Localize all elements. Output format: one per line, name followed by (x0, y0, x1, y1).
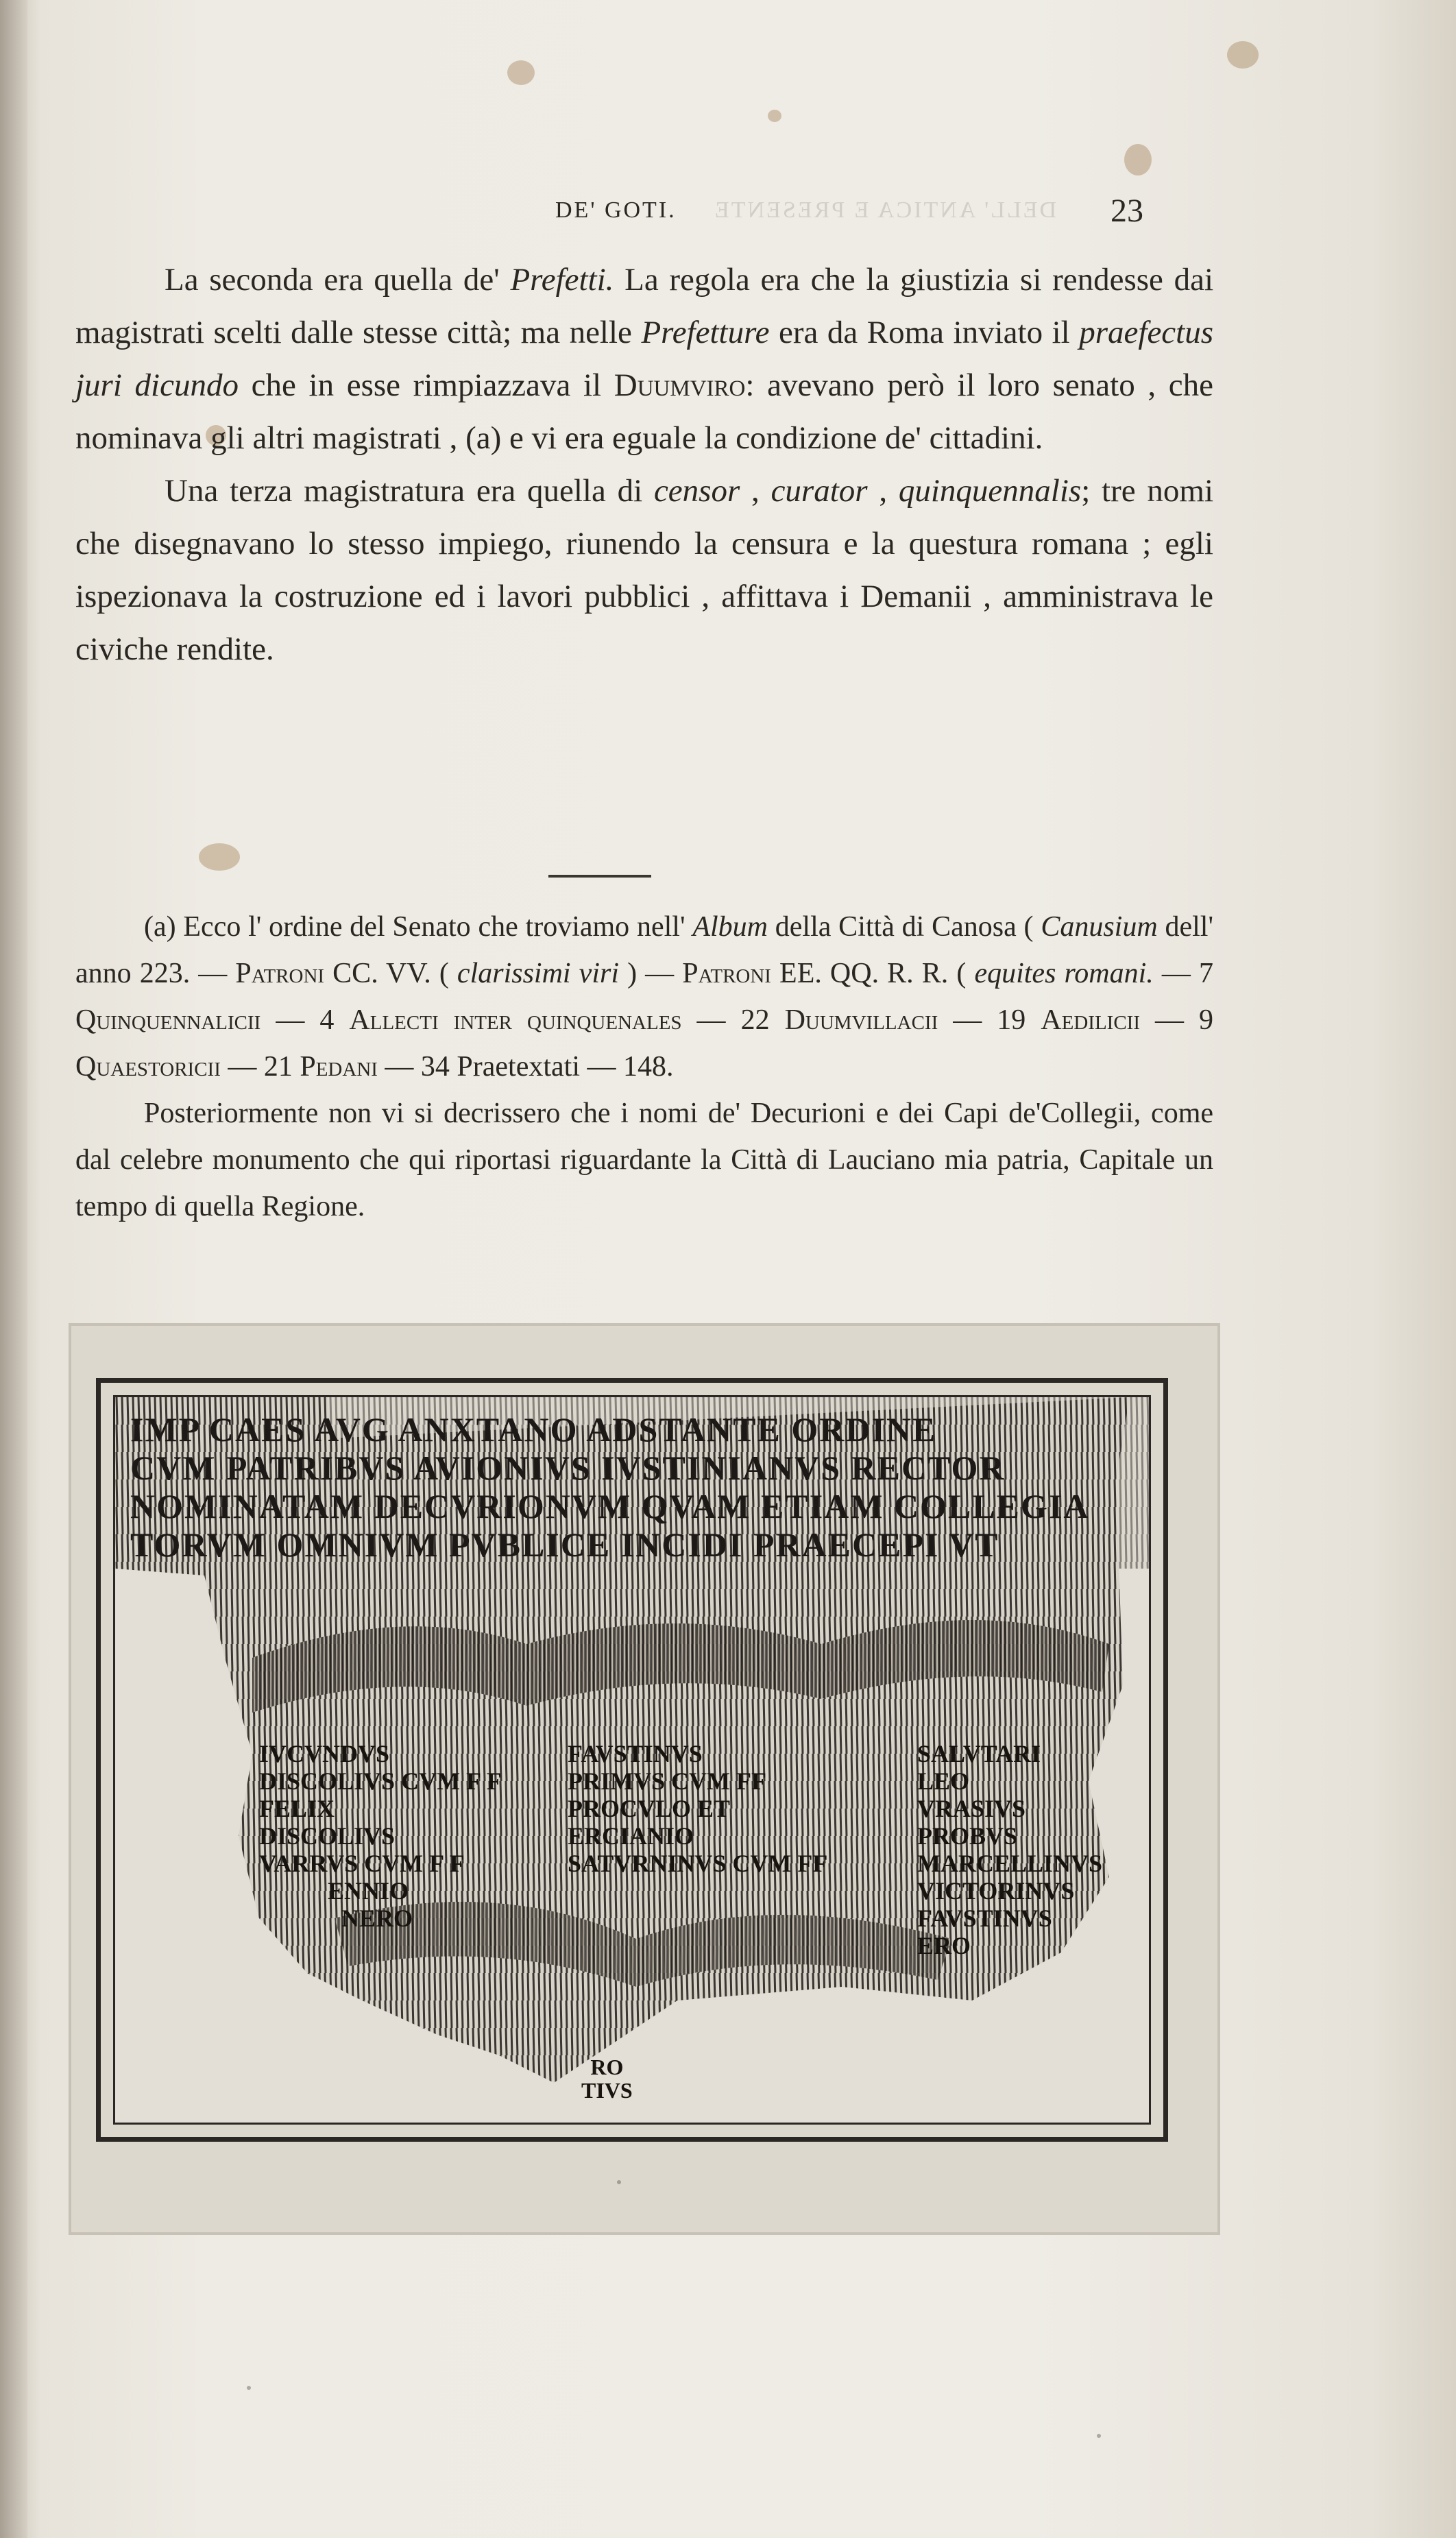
text-run: — 34 Praetextati — 148. (377, 1051, 674, 1083)
inscribed-name: NERO (341, 1905, 413, 1932)
page-number: 23 (1111, 193, 1143, 229)
text-run: , (740, 473, 771, 509)
inscribed-name: FAVSTINVS (568, 1740, 703, 1767)
italic-run: censor (653, 473, 740, 509)
text-run: La seconda era quella de' (165, 262, 511, 298)
text-run: ( (430, 958, 457, 989)
text-run: : avevano però il loro senato , che nominava gli altri magistrati , (a) e vi era eguale la condizione de' cittadini. (75, 367, 1213, 456)
small-caps-run: Duumvillacii (784, 1004, 938, 1036)
small-caps-run: Patroni CC. VV. (235, 958, 431, 989)
text-run: — 22 (681, 1004, 785, 1036)
inscribed-name: FELIX (259, 1795, 335, 1822)
small-caps-run: Pedani (300, 1051, 378, 1083)
paragraph (75, 465, 1213, 676)
inscribed-name: PROCVLO ET (568, 1795, 731, 1822)
inscribed-name: LEO (917, 1767, 970, 1795)
bleed-through-text: DELL' ANTICA E PRESENTE (713, 197, 1057, 223)
foxing-stain (199, 843, 240, 871)
foxing-stain (1227, 41, 1259, 69)
text-run: — 4 (260, 1004, 350, 1036)
text-run: La regola era che la giustizia si rendesse dai magistrati scelti dalle stesse città; ma nelle (75, 262, 1214, 350)
paper-fleck (247, 2386, 251, 2390)
names-left-column (259, 1740, 502, 1932)
small-caps-run: Patroni EE. QQ. R. R. (682, 958, 949, 989)
foxing-stain (768, 110, 781, 122)
italic-run: Prefetture (641, 315, 770, 350)
inscribed-name: PROBVS (917, 1822, 1018, 1850)
text-run: — 7 (1153, 958, 1213, 989)
inscribed-name: ERO (917, 1932, 971, 1959)
text-run: — 21 (220, 1051, 300, 1083)
inscription-line: IMP CAES AVG ANXTANO ADSTANTE ORDINE (130, 1410, 937, 1449)
paper-fleck (617, 2180, 621, 2184)
foxing-stain (1124, 144, 1152, 176)
names-right-column (917, 1740, 1102, 1959)
inscribed-name: SALVTARI (917, 1740, 1041, 1767)
text-run: ; tre nomi che disegnavano lo stesso impiego, riunendo la censura e la questura romana ; egli ispezionava la costruzione ed i lavori pubblici , affittava i Demanii , amministrava le civiche rendite. (75, 473, 1214, 667)
inscription-engraving (69, 1323, 1220, 2235)
small-caps-run: Quaestoricii (75, 1051, 221, 1083)
inscription-line: CVM PATRIBVS AVIONIVS IVSTINIANVS RECTOR (130, 1449, 1006, 1487)
main-text (75, 254, 1213, 676)
inscribed-name: MARCELLINVS (917, 1850, 1103, 1877)
small-caps-run: Aedilicii (1041, 1004, 1140, 1036)
italic-run: equites romani. (974, 958, 1154, 989)
inscription-bottom-fragment (581, 2055, 633, 2102)
footnote-paragraph (75, 904, 1213, 1090)
page-gutter-shadow (0, 0, 27, 2538)
small-caps-run: Duumviro (614, 367, 746, 403)
text-run: ( (948, 958, 975, 989)
italic-run: clarissimi viri (457, 958, 620, 989)
inscribed-name: TIVS (581, 2078, 633, 2103)
inscribed-name: RO (590, 2055, 624, 2079)
small-caps-run: Allecti inter quinquenales (349, 1004, 682, 1036)
text-run: — 19 (938, 1004, 1041, 1036)
italic-run: Album (692, 911, 768, 943)
footnote-separator (548, 875, 651, 878)
inscribed-name: PRIMVS CVM FF (568, 1767, 766, 1795)
names-middle-column (568, 1740, 827, 1877)
inscribed-name: DISCOLIVS (259, 1822, 396, 1850)
inscription-line: TORVM OMNIVM PVBLICE INCIDI PRAECEPI VT (130, 1525, 999, 1564)
text-run: che in esse rimpiazzava il (238, 367, 614, 403)
inscribed-name: ENNIO (328, 1877, 409, 1905)
running-head: DE' GOTI. (555, 197, 677, 223)
inscribed-name: VRASIVS (917, 1795, 1026, 1822)
foxing-stain (507, 60, 535, 85)
footnote-paragraph: Posteriormente non vi si decrissero che i nomi de' Decurioni e dei Capi de'Collegii, come dal celebre monumento che qui riportasi riguardante la Città di Lauciano mia patria, Capitale un tempo di quella Regione. (75, 1098, 1213, 1222)
text-run: , (867, 473, 899, 509)
engraving-plate (113, 1395, 1151, 2125)
text-run: — 9 (1139, 1004, 1214, 1036)
inscribed-name: FAVSTINVS (917, 1905, 1052, 1932)
italic-run: Prefetti. (510, 262, 614, 298)
text-run: ) — (619, 958, 683, 989)
page-header (0, 193, 1456, 239)
inscribed-name: VARRVS CVM F F (259, 1850, 465, 1877)
italic-run: praefectus juri dicundo (75, 315, 1214, 403)
inscribed-name: DISCOLIVS CVM F F (259, 1767, 502, 1795)
italic-run: quinquennalis (898, 473, 1082, 509)
inscription-line: NOMINATAM DECVRIONVM QVAM ETIAM COLLEGIA (130, 1487, 1090, 1525)
text-run: (a) Ecco l' ordine del Senato che troviamo nell' (144, 911, 693, 943)
italic-run: Canusium (1041, 911, 1158, 943)
text-run: Una terza magistratura era quella di (165, 473, 654, 509)
engraving-frame (96, 1378, 1168, 2142)
italic-run: curator (771, 473, 868, 509)
inscribed-name: SATVRNINVS CVM FF (568, 1850, 828, 1877)
inscribed-name: IVCVNDVS (259, 1740, 390, 1767)
text-run: era da Roma inviato il (769, 315, 1080, 350)
text-run: dell' anno 223. — (75, 911, 1214, 989)
inscribed-name: VICTORINVS (917, 1877, 1075, 1905)
inscribed-name: ERCIANIO (568, 1822, 694, 1850)
small-caps-run: Quinquennalicii (75, 1004, 261, 1036)
text-run: della Città di Canosa ( (767, 911, 1041, 943)
paragraph (75, 254, 1213, 465)
footnote (75, 904, 1213, 1230)
paper-fleck (1097, 2434, 1101, 2438)
